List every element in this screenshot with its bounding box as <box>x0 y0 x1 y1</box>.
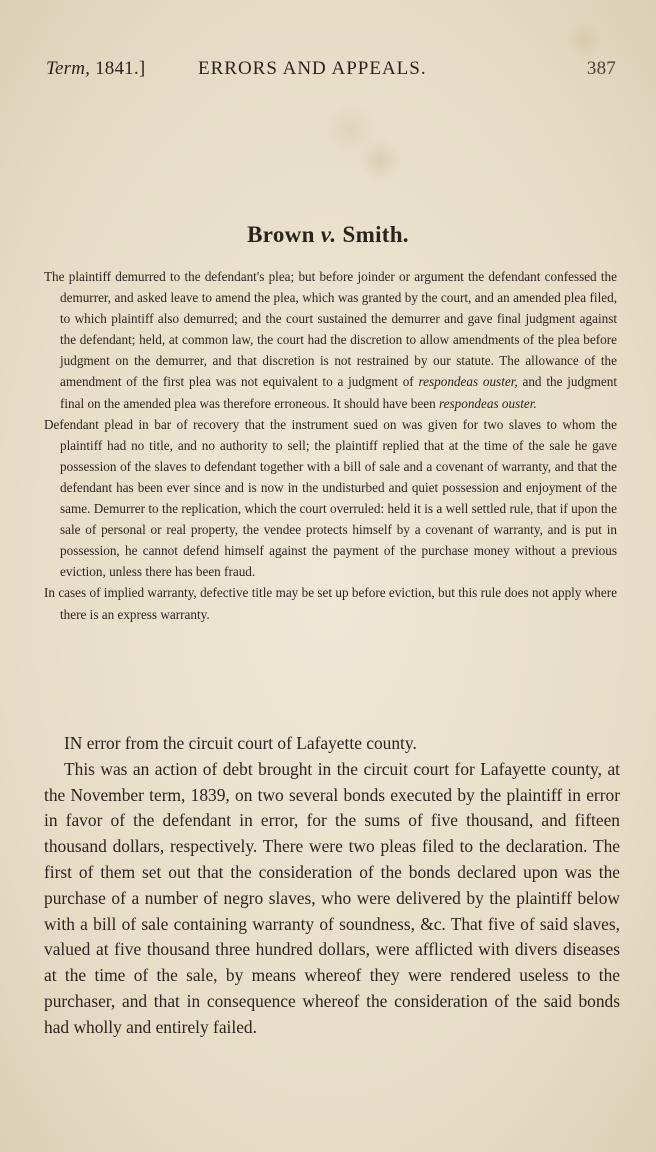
running-header <box>46 58 616 84</box>
header-term-year: 1841.] <box>95 58 146 79</box>
header-term <box>46 58 145 80</box>
header-term-word: Term, <box>46 58 91 79</box>
case-title <box>0 222 656 248</box>
headnote-2: Defendant plead in bar of recovery that the instrument sued on was given for two slaves to whom the plaintiff had no title, and no authority to sell; the plaintiff replied that at the time of the sale he gave possession of the slaves to defendant together with a bill of sale and a covenant of warranty, and that the defendant has been ever since and is now in the undisturbed and quiet possession and enjoyment of the same. Demurrer to the replication, which the court overruled: held it is a well settled rule, that if upon the sale of personal or real property, the vendee protects himself by a covenant of warranty, and is put in possession, he cannot defend himself against the payment of the purchase money without a previous eviction, unless there has been fraud. <box>44 416 617 580</box>
headnote-1-italic-2: respondeas ouster. <box>439 395 537 411</box>
body-paragraph-2: This was an action of debt brought in the circuit court for Lafayette county, at the November term, 1839, on two several bonds executed by the plaintiff in error in favor of the defendant in error, for the sums of five thousand, and fifteen thousand dollars, respectively. There were two pleas filed to the declaration. The first of them set out that the consideration of the bonds declared upon was the purchase of a number of negro slaves, who were delivered by the plaintiff below with a bill of sale containing warranty of soundness, &c. That five of said slaves, valued at five thousand three hundred dollars, were afflicted with divers diseases at the time of the sale, by means whereof they were rendered useless to the purchaser, and that in consequence whereof the consideration of the said bonds had wholly and entirely failed. <box>44 758 620 1037</box>
headnote-1 <box>44 266 617 414</box>
header-section-title: ERRORS AND APPEALS. <box>198 58 427 79</box>
case-versus: v. <box>320 222 337 247</box>
case-defendant: Smith. <box>342 222 409 247</box>
page-number: 387 <box>586 58 616 79</box>
headnote-1-text-middle: and the judgment final on the amended plea was therefore erroneous. It should have been <box>60 374 618 411</box>
headnote-1-text: The plaintiff demurred to the defendant's plea; but before joinder or argument the defendant confessed the demurrer, and asked leave to amend the plea, which was granted by the court, and an amended plea filed, to which plaintiff also demurred; and the court sustained the demurrer and gave final judgment against the defendant; held, at common law, the court had the discretion to allow amendments of the plea before judgment on the demurrer, and that discretion is not restrained by our statute. The allowance of the amendment of the first plea was not equivalent to a judgment of <box>44 269 617 390</box>
headnotes <box>44 266 617 625</box>
opinion-body <box>44 731 620 1041</box>
case-plaintiff: Brown <box>247 222 315 247</box>
headnote-1-italic-1: respondeas ouster, <box>418 374 518 390</box>
headnote-3: In cases of implied warranty, defective title may be set up before eviction, but this rule does not apply where there is an express warranty. <box>44 585 617 622</box>
body-paragraph-1: IN error from the circuit court of Lafayette county. <box>64 733 417 753</box>
